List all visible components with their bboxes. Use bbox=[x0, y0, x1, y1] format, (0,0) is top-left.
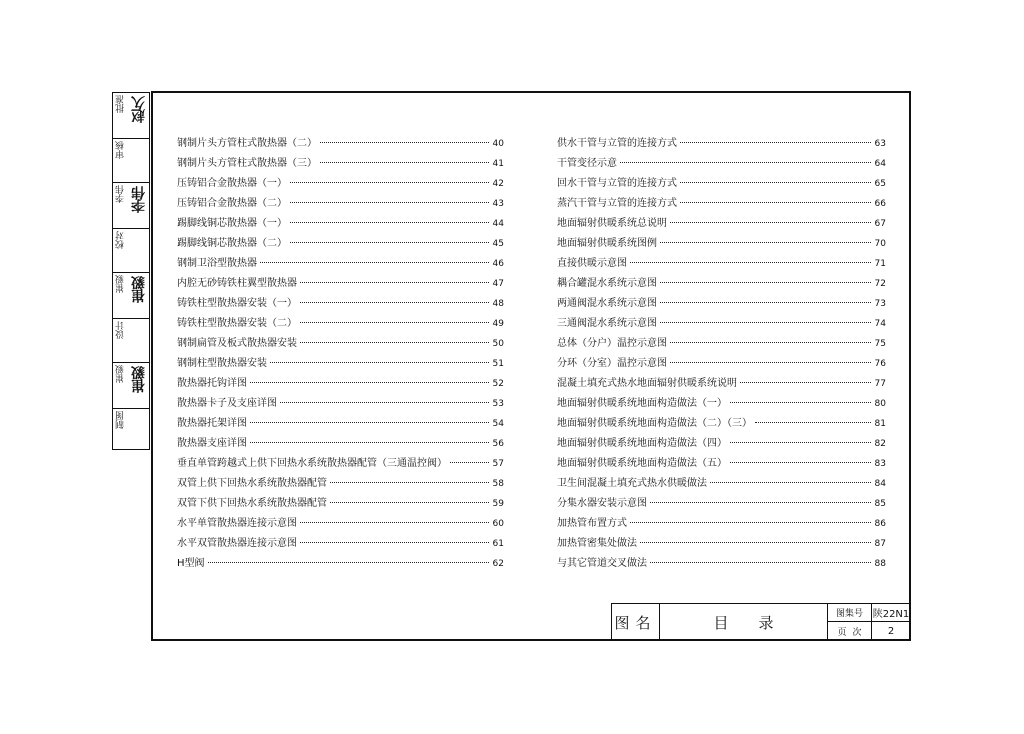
toc-entry-page: 82 bbox=[874, 439, 886, 449]
toc-entry bbox=[177, 314, 504, 334]
dot-leader bbox=[260, 261, 489, 263]
toc-entry-title: 散热器卡子及支座详图 bbox=[177, 398, 277, 409]
toc-entry-page: 71 bbox=[874, 259, 886, 269]
toc-entry bbox=[557, 234, 886, 254]
handwritten-signature: 崔毅 bbox=[131, 277, 147, 303]
approval-cell bbox=[113, 93, 149, 139]
toc-entry-page: 40 bbox=[492, 139, 504, 149]
toc-entry bbox=[177, 334, 504, 354]
page-label: 页次 bbox=[828, 622, 872, 640]
toc-entry bbox=[177, 154, 504, 174]
toc-entry-title: 回水干管与立管的连接方式 bbox=[557, 178, 677, 189]
dot-leader bbox=[290, 201, 489, 203]
toc-entry-title: 地面辐射供暖系统总说明 bbox=[557, 218, 667, 229]
toc-entry-title: 水平双管散热器连接示意图 bbox=[177, 538, 297, 549]
toc-entry-page: 72 bbox=[874, 279, 886, 289]
toc-entry bbox=[557, 374, 886, 394]
toc-entry bbox=[177, 394, 504, 414]
toc-entry-title: 总体（分户）温控示意图 bbox=[557, 338, 667, 349]
approval-cell bbox=[113, 319, 149, 363]
toc-entry bbox=[557, 394, 886, 414]
drawing-name-label: 图名 bbox=[612, 604, 660, 640]
dot-leader bbox=[640, 541, 871, 543]
toc-entry bbox=[177, 214, 504, 234]
toc-entry-title: 地面辐射供暖系统地面构造做法（四） bbox=[557, 438, 727, 449]
dot-leader bbox=[290, 241, 489, 243]
toc-entry-page: 58 bbox=[492, 479, 504, 489]
toc-entry-title: 蒸汽干管与立管的连接方式 bbox=[557, 198, 677, 209]
toc-entry bbox=[177, 274, 504, 294]
toc-entry bbox=[177, 294, 504, 314]
toc-entry-page: 87 bbox=[874, 539, 886, 549]
approval-cell bbox=[113, 409, 149, 449]
toc-entry-title: 加热管布置方式 bbox=[557, 518, 627, 529]
dot-leader bbox=[320, 161, 489, 163]
toc-entry-page: 88 bbox=[874, 559, 886, 569]
approval-role-label: 李伟 bbox=[116, 185, 126, 203]
toc-entry-title: 耦合罐混水系统示意图 bbox=[557, 278, 657, 289]
toc-right-column bbox=[557, 134, 886, 574]
toc-entry-title: 散热器支座详图 bbox=[177, 438, 247, 449]
toc-entry-title: 混凝土填充式热水地面辐射供暖系统说明 bbox=[557, 378, 737, 389]
toc-entry-page: 47 bbox=[492, 279, 504, 289]
toc-entry-page: 52 bbox=[492, 379, 504, 389]
toc-entry-page: 70 bbox=[874, 239, 886, 249]
approval-role-label: 设计 bbox=[116, 321, 126, 339]
toc-entry-title: 与其它管道交叉做法 bbox=[557, 558, 647, 569]
toc-entry bbox=[557, 494, 886, 514]
approval-role-label: 崔毅 bbox=[116, 365, 126, 383]
toc-entry-page: 86 bbox=[874, 519, 886, 529]
toc-entry bbox=[177, 134, 504, 154]
toc-entry bbox=[557, 254, 886, 274]
toc-entry-page: 42 bbox=[492, 179, 504, 189]
toc-entry-page: 75 bbox=[874, 339, 886, 349]
toc-entry-page: 76 bbox=[874, 359, 886, 369]
approval-cell bbox=[113, 229, 149, 273]
toc-entry-title: 干管变径示意 bbox=[557, 158, 617, 169]
toc-entry-page: 53 bbox=[492, 399, 504, 409]
toc-entry-page: 46 bbox=[492, 259, 504, 269]
toc-entry-page: 56 bbox=[492, 439, 504, 449]
toc-entry-title: 双管上供下回热水系统散热器配管 bbox=[177, 478, 327, 489]
approval-role-label: 制图 bbox=[116, 411, 126, 429]
dot-leader bbox=[710, 481, 871, 483]
dot-leader bbox=[330, 501, 489, 503]
toc-left-column bbox=[177, 134, 504, 574]
toc-entry-page: 74 bbox=[874, 319, 886, 329]
toc-entry bbox=[557, 274, 886, 294]
dot-leader bbox=[300, 521, 489, 523]
toc-entry bbox=[557, 214, 886, 234]
toc-entry-title: 散热器托架详图 bbox=[177, 418, 247, 429]
toc-entry bbox=[177, 234, 504, 254]
dot-leader bbox=[660, 281, 871, 283]
handwritten-signature: 崔毅 bbox=[131, 367, 147, 393]
toc-entry bbox=[557, 174, 886, 194]
approval-role-label: 崔毅 bbox=[116, 275, 126, 293]
toc-entry-title: 钢制片头方管柱式散热器（三） bbox=[177, 158, 317, 169]
toc-entry-title: 踢脚线铜芯散热器（一） bbox=[177, 218, 287, 229]
dot-leader bbox=[290, 221, 489, 223]
toc-entry-page: 77 bbox=[874, 379, 886, 389]
dot-leader bbox=[630, 521, 871, 523]
approval-cell bbox=[113, 183, 149, 229]
toc-entry-page: 41 bbox=[492, 159, 504, 169]
dot-leader bbox=[670, 361, 871, 363]
toc-entry-page: 59 bbox=[492, 499, 504, 509]
toc-entry bbox=[557, 154, 886, 174]
dot-leader bbox=[740, 381, 871, 383]
toc-entry-page: 85 bbox=[874, 499, 886, 509]
toc-entry-page: 61 bbox=[492, 539, 504, 549]
toc-entry-title: 铸铁柱型散热器安装（二） bbox=[177, 318, 297, 329]
toc-entry bbox=[177, 494, 504, 514]
dot-leader bbox=[320, 141, 489, 143]
toc-entry bbox=[557, 294, 886, 314]
toc-entry bbox=[557, 474, 886, 494]
dot-leader bbox=[660, 321, 871, 323]
toc-entry bbox=[177, 194, 504, 214]
toc-entry-title: 供水干管与立管的连接方式 bbox=[557, 138, 677, 149]
dot-leader bbox=[280, 401, 489, 403]
toc-entry-title: 压铸铝合金散热器（一） bbox=[177, 178, 287, 189]
dot-leader bbox=[250, 421, 489, 423]
toc-entry-title: 水平单管散热器连接示意图 bbox=[177, 518, 297, 529]
dot-leader bbox=[730, 401, 871, 403]
toc-entry-title: 钢制片头方管柱式散热器（二） bbox=[177, 138, 317, 149]
handwritten-signature: 赵久 bbox=[131, 97, 147, 123]
toc-entry-title: H型阀 bbox=[177, 558, 205, 569]
toc-entry bbox=[177, 554, 504, 574]
atlas-number-label: 图集号 bbox=[828, 604, 872, 622]
toc-entry-title: 直接供暖示意图 bbox=[557, 258, 627, 269]
dot-leader bbox=[680, 201, 871, 203]
toc-entry-page: 49 bbox=[492, 319, 504, 329]
dot-leader bbox=[670, 341, 871, 343]
dot-leader bbox=[680, 141, 871, 143]
dot-leader bbox=[208, 561, 489, 563]
toc-entry bbox=[557, 134, 886, 154]
toc-entry-page: 66 bbox=[874, 199, 886, 209]
handwritten-signature: 李伟 bbox=[131, 187, 147, 213]
dot-leader bbox=[300, 281, 489, 283]
toc-entry-title: 垂直单管跨越式上供下回热水系统散热器配管（三通温控阀） bbox=[177, 458, 447, 469]
dot-leader bbox=[300, 541, 489, 543]
toc-entry-page: 60 bbox=[492, 519, 504, 529]
toc-entry-page: 84 bbox=[874, 479, 886, 489]
toc-entry-title: 钢制柱型散热器安装 bbox=[177, 358, 267, 369]
toc-entry-title: 分环（分室）温控示意图 bbox=[557, 358, 667, 369]
toc-entry-page: 64 bbox=[874, 159, 886, 169]
toc-entry-page: 67 bbox=[874, 219, 886, 229]
toc-entry bbox=[177, 474, 504, 494]
title-block bbox=[611, 603, 911, 641]
dot-leader bbox=[680, 181, 871, 183]
toc-entry-page: 57 bbox=[492, 459, 504, 469]
toc-entry-page: 62 bbox=[492, 559, 504, 569]
dot-leader bbox=[620, 161, 871, 163]
toc-entry bbox=[557, 414, 886, 434]
toc-entry-title: 散热器托钩详图 bbox=[177, 378, 247, 389]
toc-entry bbox=[177, 434, 504, 454]
toc-entry-title: 卫生间混凝土填充式热水供暖做法 bbox=[557, 478, 707, 489]
toc-entry-title: 压铸铝合金散热器（二） bbox=[177, 198, 287, 209]
dot-leader bbox=[630, 261, 871, 263]
toc-entry bbox=[177, 174, 504, 194]
toc-entry-page: 54 bbox=[492, 419, 504, 429]
toc-entry bbox=[557, 434, 886, 454]
toc-entry bbox=[557, 514, 886, 534]
approval-strip bbox=[112, 92, 150, 450]
toc-entry-title: 钢制卫浴型散热器 bbox=[177, 258, 257, 269]
toc-entry bbox=[177, 374, 504, 394]
dot-leader bbox=[300, 341, 489, 343]
toc-entry bbox=[177, 454, 504, 474]
page-number: 2 bbox=[887, 625, 895, 637]
toc-entry-page: 48 bbox=[492, 299, 504, 309]
toc-entry-title: 地面辐射供暖系统地面构造做法（五） bbox=[557, 458, 727, 469]
dot-leader bbox=[650, 501, 871, 503]
toc-entry bbox=[557, 334, 886, 354]
toc-entry bbox=[557, 534, 886, 554]
dot-leader bbox=[250, 381, 489, 383]
dot-leader bbox=[450, 461, 489, 463]
toc-entry-title: 地面辐射供暖系统地面构造做法（二）（三） bbox=[557, 418, 752, 429]
toc-entry bbox=[177, 354, 504, 374]
toc-entry bbox=[177, 534, 504, 554]
toc-entry-title: 加热管密集处做法 bbox=[557, 538, 637, 549]
toc-entry-title: 铸铁柱型散热器安装（一） bbox=[177, 298, 297, 309]
dot-leader bbox=[250, 441, 489, 443]
dot-leader bbox=[300, 301, 489, 303]
toc-entry bbox=[557, 554, 886, 574]
toc-entry bbox=[177, 254, 504, 274]
dot-leader bbox=[730, 461, 871, 463]
approval-cell bbox=[113, 363, 149, 409]
toc-entry-title: 内腔无砂铸铁柱翼型散热器 bbox=[177, 278, 297, 289]
approval-role-label: 批准 bbox=[116, 95, 126, 113]
toc-entry-title: 地面辐射供暖系统地面构造做法（一） bbox=[557, 398, 727, 409]
toc-entry bbox=[557, 354, 886, 374]
toc-entry bbox=[177, 414, 504, 434]
dot-leader bbox=[650, 561, 871, 563]
toc-entry-page: 51 bbox=[492, 359, 504, 369]
toc-entry-title: 双管下供下回热水系统散热器配管 bbox=[177, 498, 327, 509]
dot-leader bbox=[300, 321, 489, 323]
toc-entry-page: 65 bbox=[874, 179, 886, 189]
toc-entry-page: 81 bbox=[874, 419, 886, 429]
toc-entry bbox=[557, 194, 886, 214]
toc-entry bbox=[557, 454, 886, 474]
dot-leader bbox=[660, 241, 871, 243]
dot-leader bbox=[755, 421, 871, 423]
approval-role-label: 审核 bbox=[116, 141, 126, 159]
atlas-number: 陕22N1 bbox=[872, 604, 910, 622]
toc-entry-page: 80 bbox=[874, 399, 886, 409]
drawing-name: 目录 bbox=[660, 604, 828, 640]
toc-entry-page: 83 bbox=[874, 459, 886, 469]
toc-entry-title: 分集水器安装示意图 bbox=[557, 498, 647, 509]
dot-leader bbox=[670, 221, 871, 223]
toc-entry-title: 踢脚线铜芯散热器（二） bbox=[177, 238, 287, 249]
toc-entry bbox=[177, 514, 504, 534]
toc-entry bbox=[557, 314, 886, 334]
approval-role-label: 校对 bbox=[116, 231, 126, 249]
toc-entry-title: 三通阀混水系统示意图 bbox=[557, 318, 657, 329]
toc-entry-page: 45 bbox=[492, 239, 504, 249]
approval-cell bbox=[113, 139, 149, 183]
toc-entry-page: 73 bbox=[874, 299, 886, 309]
dot-leader bbox=[270, 361, 489, 363]
toc-entry-title: 钢制扁管及板式散热器安装 bbox=[177, 338, 297, 349]
toc-entry-page: 44 bbox=[492, 219, 504, 229]
dot-leader bbox=[290, 181, 489, 183]
toc-entry-title: 两通阀混水系统示意图 bbox=[557, 298, 657, 309]
toc-entry-page: 43 bbox=[492, 199, 504, 209]
toc-entry-page: 50 bbox=[492, 339, 504, 349]
dot-leader bbox=[330, 481, 489, 483]
dot-leader bbox=[730, 441, 871, 443]
toc-entry-title: 地面辐射供暖系统图例 bbox=[557, 238, 657, 249]
approval-cell bbox=[113, 273, 149, 319]
dot-leader bbox=[660, 301, 871, 303]
toc-entry-page: 63 bbox=[874, 139, 886, 149]
